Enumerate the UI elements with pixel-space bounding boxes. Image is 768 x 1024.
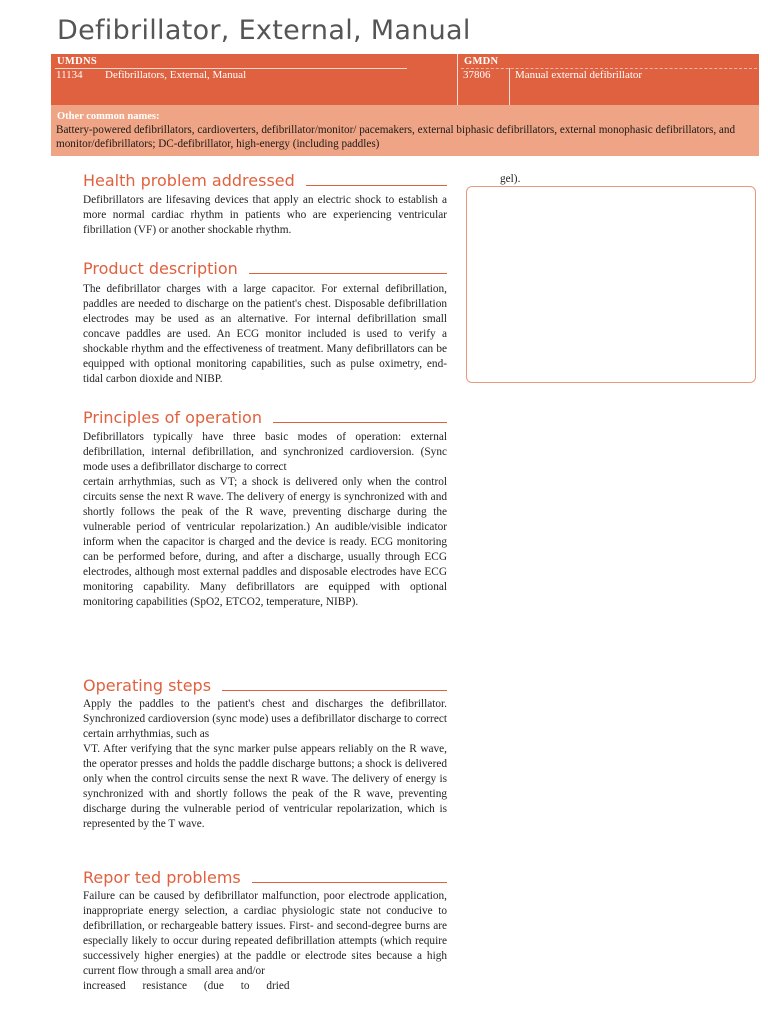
other-names-label: Other common names:	[57, 111, 160, 122]
umdns-name: Defibrillators, External, Manual	[105, 69, 247, 81]
paragraph: Failure can be caused by defibrillator malfunction, poor electrode application, inappropriate energy selection, a cardiac physiologic state not conducive to defibrillation, or rechargeable battery issues. First- and second-degree burns are especially likely to occur during repeated defibrillation attempts (which require successively higher energies) at the paddle or electrode sites because a high current flow through a small area and/or	[83, 890, 447, 977]
device-code-table	[51, 54, 759, 105]
heading-rule	[273, 421, 447, 423]
page-title: Defibrillator, External, Manual	[57, 15, 471, 46]
section-body-principles	[83, 430, 447, 610]
section-body-problems	[83, 889, 447, 994]
continued-text-fragment: gel).	[500, 173, 521, 185]
gmdn-code: 37806	[463, 69, 491, 81]
paragraph: The defibrillator charges with a large capacitor. For external defibrillation, paddles are needed to discharge on the patient's chest. Disposable defibrillation electrodes may be used as an alternative. For internal defibrillation small concave paddles are used. An ECG monitor included is used to verify a shockable rhythm and the effectiveness of treatment. Many defibrillators can be equipped with optional monitoring capabilities, such as pulse oximetry, end-tidal carbon dioxide and NIBP.	[83, 283, 447, 385]
heading-rule	[249, 272, 447, 274]
other-names-box	[51, 105, 759, 156]
paragraph: VT. After verifying that the sync marker pulse appears reliably on the R wave, the operator presses and holds the paddle discharge buttons; a shock is delivered only when the control circuits sense the next R wave. The delivery of energy is synchronized with and shortly follows the peak of the R wave, preventing discharge during the vulnerable period of ventricular repolarization, which is represented by the T wave.	[83, 743, 447, 830]
section-heading-text: Principles of operation	[83, 408, 262, 427]
section-heading-principles	[83, 408, 447, 427]
paragraph: increased resistance (due to dried	[83, 980, 290, 992]
section-body-health	[83, 193, 447, 238]
heading-rule	[252, 881, 447, 883]
paragraph: Defibrillators are lifesaving devices that apply an electric shock to establish a more normal cardiac rhythm in patients who are experiencing ventricular fibrillation (VF) or another shockable rhythm.	[83, 194, 447, 236]
section-body-product	[83, 282, 447, 387]
section-heading-product	[83, 259, 447, 278]
umdns-label: UMDNS	[57, 56, 97, 67]
section-heading-text: Health problem addressed	[83, 171, 295, 190]
paragraph: Defibrillators typically have three basic modes of operation: external defibrillation, internal defibrillation, and synchronized cardioversion. (Sync mode uses a defibrillator discharge to correct	[83, 431, 447, 473]
gmdn-label: GMDN	[464, 56, 499, 67]
section-heading-health	[83, 171, 447, 190]
heading-rule	[222, 689, 447, 691]
section-heading-steps	[83, 676, 447, 695]
section-heading-text: Repor ted problems	[83, 868, 241, 887]
column-divider	[457, 54, 458, 105]
heading-rule	[306, 184, 447, 186]
sidebar-box	[466, 186, 756, 383]
other-names-text: Battery-powered defibrillators, cardioverters, defibrillator/monitor/ pacemakers, external biphasic defibrillators, external monophasic defibrillators, and monitor/defibrillators; DC-defibrillator, high-energy (including paddles)	[56, 124, 736, 150]
section-heading-problems	[83, 868, 447, 887]
section-heading-text: Operating steps	[83, 676, 212, 695]
paragraph: Apply the paddles to the patient's chest and discharges the defibrillator. Synchronized cardioversion (sync mode) uses a defibrillator discharge to correct certain arrhythmias, such as	[83, 698, 447, 740]
column-divider	[509, 68, 510, 105]
section-body-steps	[83, 697, 447, 832]
section-heading-text: Product description	[83, 259, 238, 278]
umdns-code: 11134	[56, 69, 83, 81]
paragraph: certain arrhythmias, such as VT; a shock is delivered only when the control circuits sense the next R wave. The delivery of energy is synchronized with and shortly follows the peak of the R wave, preventing discharge during the vulnerable period of ventricular repolarization.) An audible/visible indicator inform when the capacitor is charged and the device is ready. ECG monitoring can be performed before, during, and after a discharge, usually through ECG electrodes, although most external paddles and disposable electrodes have ECG monitoring capability. Many defibrillators are equipped with optional monitoring capabilities (SpO2, ETCO2, temperature, NIBP).	[83, 476, 447, 608]
gmdn-name: Manual external defibrillator	[515, 69, 643, 81]
